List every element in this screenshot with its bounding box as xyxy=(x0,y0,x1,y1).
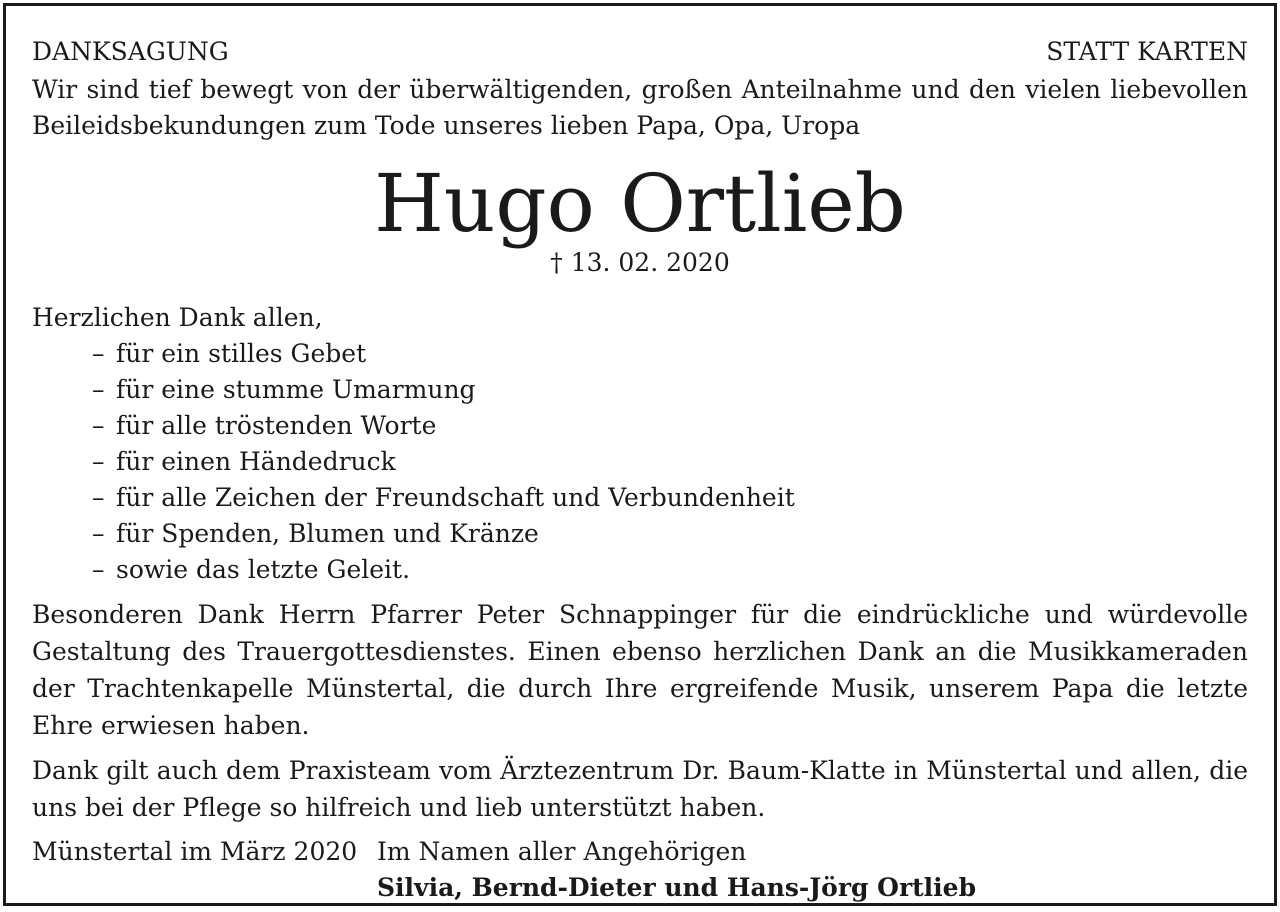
list-item xyxy=(92,480,1248,516)
list-dash: – xyxy=(92,375,105,404)
thanks-list xyxy=(32,336,1248,588)
list-item xyxy=(92,516,1248,552)
death-date: † 13. 02. 2020 xyxy=(550,248,730,277)
list-dash: – xyxy=(92,483,105,512)
list-item xyxy=(92,444,1248,480)
thanks-paragraph-pastor: Besonderen Dank Herrn Pfarrer Peter Schnappinger für die eindrückliche und würdevolle Gestaltung des Trauergottesdienstes. Einen ebenso herzlichen Dank an die Musikkameraden der Trachtenkapelle Münstertal, die durch Ihre ergreifende Musik, unserem Papa die letzte Ehre erwiesen haben. xyxy=(32,600,1248,740)
list-item-text: für ein stilles Gebet xyxy=(116,339,367,368)
list-item xyxy=(92,336,1248,372)
list-item-text: für eine stumme Umarmung xyxy=(116,375,476,404)
list-item-text: für Spenden, Blumen und Kränze xyxy=(116,519,539,548)
list-dash: – xyxy=(92,519,105,548)
signers-line: Silvia, Bernd-Dieter und Hans-Jörg Ortlieb xyxy=(377,873,977,902)
thanks-intro: Herzlichen Dank allen, xyxy=(32,303,323,332)
list-item-text: für einen Händedruck xyxy=(116,447,396,476)
list-item-text: sowie das letzte Geleit. xyxy=(116,555,411,584)
list-item xyxy=(92,552,1248,588)
header-right-label: STATT KARTEN xyxy=(1046,37,1248,66)
on-behalf-line: Im Namen aller Angehörigen xyxy=(377,837,747,866)
header-row xyxy=(32,34,1248,72)
list-dash: – xyxy=(92,447,105,476)
list-item-text: für alle tröstenden Worte xyxy=(116,411,437,440)
obituary-notice xyxy=(3,3,1277,906)
signature-block xyxy=(32,834,1248,906)
thanks-paragraph-medical: Dank gilt auch dem Praxisteam vom Ärztezentrum Dr. Baum-Klatte in Münstertal und allen, die uns bei der Pflege so hilfreich und lieb unterstützt haben. xyxy=(32,756,1248,822)
signature-names xyxy=(377,834,976,906)
header-left-label: DANKSAGUNG xyxy=(32,37,229,66)
list-item xyxy=(92,408,1248,444)
place-date: Münstertal im März 2020 xyxy=(32,837,358,866)
deceased-name: Hugo Ortlieb xyxy=(374,157,906,250)
list-item-text: für alle Zeichen der Freundschaft und Verbundenheit xyxy=(116,483,795,512)
list-dash: – xyxy=(92,411,105,440)
intro-text: Wir sind tief bewegt von der überwältigenden, großen Anteilnahme und den vielen liebevollen Beileidsbekundungen zum Tode unseres lieben Papa, Opa, Uropa xyxy=(32,75,1248,140)
list-item xyxy=(92,372,1248,408)
list-dash: – xyxy=(92,555,105,584)
list-dash: – xyxy=(92,339,105,368)
